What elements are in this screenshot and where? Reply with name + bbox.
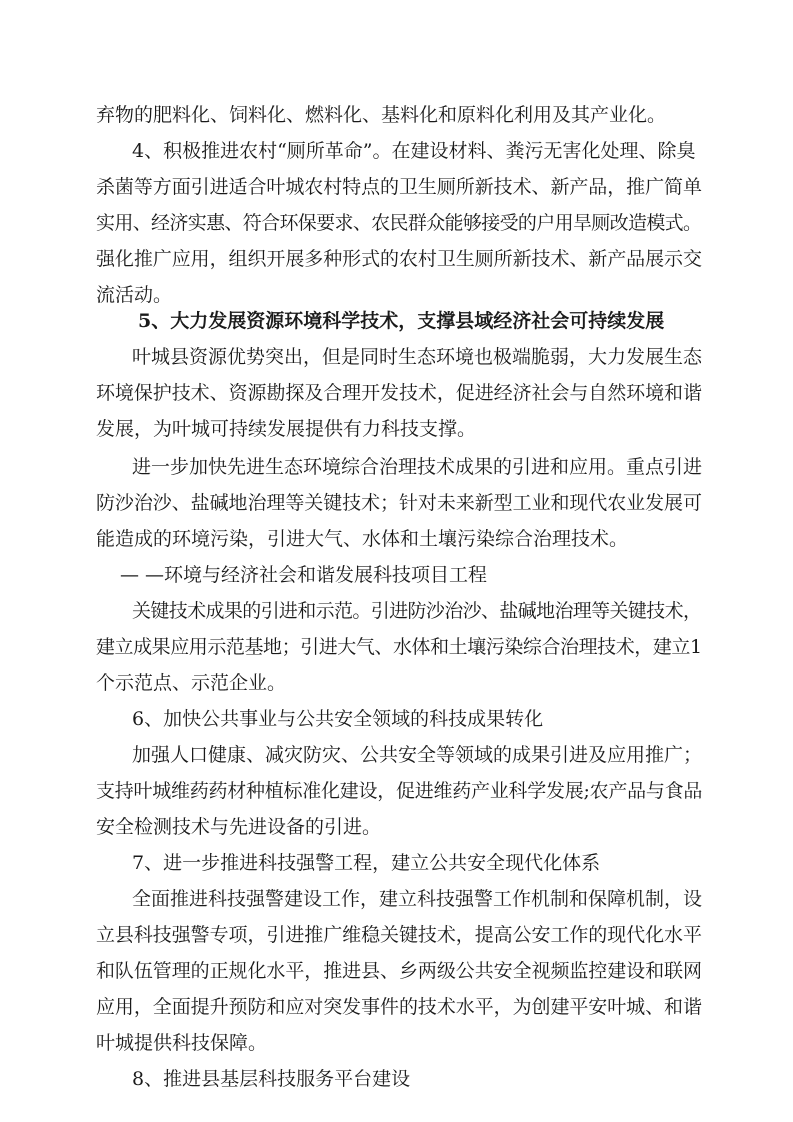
paragraph-line: 立县科技强警专项，引进推广维稳关键技术，提高公安工作的现代化水平 (96, 924, 702, 946)
paragraph-line: 叶城提供科技保障。 (96, 1032, 268, 1054)
paragraph-line: 加强人口健康、减灾防灾、公共安全等领域的成果引进及应用推广； (132, 744, 703, 766)
paragraph-line: 环境保护技术、资源勘探及合理开发技术，促进经济社会与自然环境和谐 (96, 382, 702, 404)
paragraph-line: 关键技术成果的引进和示范。引进防沙治沙、盐碱地治理等关键技术， (132, 600, 702, 622)
paragraph-line: 强化推广应用，组织开展多种形式的农村卫生厕所新技术、新产品展示交 (96, 248, 702, 270)
paragraph-line: 进一步加快先进生态环境综合治理技术成果的引进和应用。重点引进 (132, 456, 703, 478)
paragraph-line: 实用、经济实惠、符合环保要求、农民群众能够接受的户用旱厕改造模式。 (96, 212, 702, 234)
paragraph-line: 发展，为叶城可持续发展提供有力科技支撑。 (96, 418, 477, 440)
paragraph-line: 全面推进科技强警建设工作，建立科技强警工作机制和保障机制，设 (132, 888, 703, 910)
paragraph-line: 叶城县资源优势突出，但是同时生态环境也极端脆弱，大力发展生态 (132, 346, 703, 368)
section-heading-5: 5、大力发展资源环境科学技术，支撑县域经济社会可持续发展 (138, 310, 665, 332)
section-heading-6: 6、加快公共事业与公共安全领域的科技成果转化 (132, 708, 544, 730)
project-heading: — —环境与经济社会和谐发展科技项目工程 (120, 564, 488, 586)
paragraph-line: 和队伍管理的正规化水平，推进县、乡两级公共安全视频监控建设和联网 (96, 960, 702, 982)
paragraph-line: 安全检测技术与先进设备的引进。 (96, 816, 382, 838)
paragraph-line: 4、积极推进农村“厕所革命”。在建设材料、粪污无害化处理、除臭 (132, 140, 696, 162)
paragraph-line: 能造成的环境污染，引进大气、水体和土壤污染综合治理技术。 (96, 528, 629, 550)
paragraph-line: 弃物的肥料化、饲料化、燃料化、基料化和原料化利用及其产业化。 (96, 104, 667, 126)
paragraph-line: 个示范点、示范企业。 (96, 672, 287, 694)
paragraph-line: 应用，全面提升预防和应对突发事件的技术水平，为创建平安叶城、和谐 (96, 996, 702, 1018)
paragraph-line: 建立成果应用示范基地；引进大气、水体和土壤污染综合治理技术，建立1 (96, 636, 702, 658)
section-heading-8: 8、推进县基层科技服务平台建设 (132, 1068, 411, 1090)
paragraph-line: 杀菌等方面引进适合叶城农村特点的卫生厕所新技术、新产品，推广简单 (96, 176, 702, 198)
paragraph-line: 支持叶城维药药材种植标准化建设，促进维药产业科学发展;农产品与食品 (96, 780, 703, 802)
paragraph-line: 流活动。 (96, 284, 173, 306)
paragraph-line: 防沙治沙、盐碱地治理等关键技术；针对未来新型工业和现代农业发展可 (96, 492, 702, 514)
section-heading-7: 7、进一步推进科技强警工程，建立公共安全现代化体系 (132, 852, 601, 874)
